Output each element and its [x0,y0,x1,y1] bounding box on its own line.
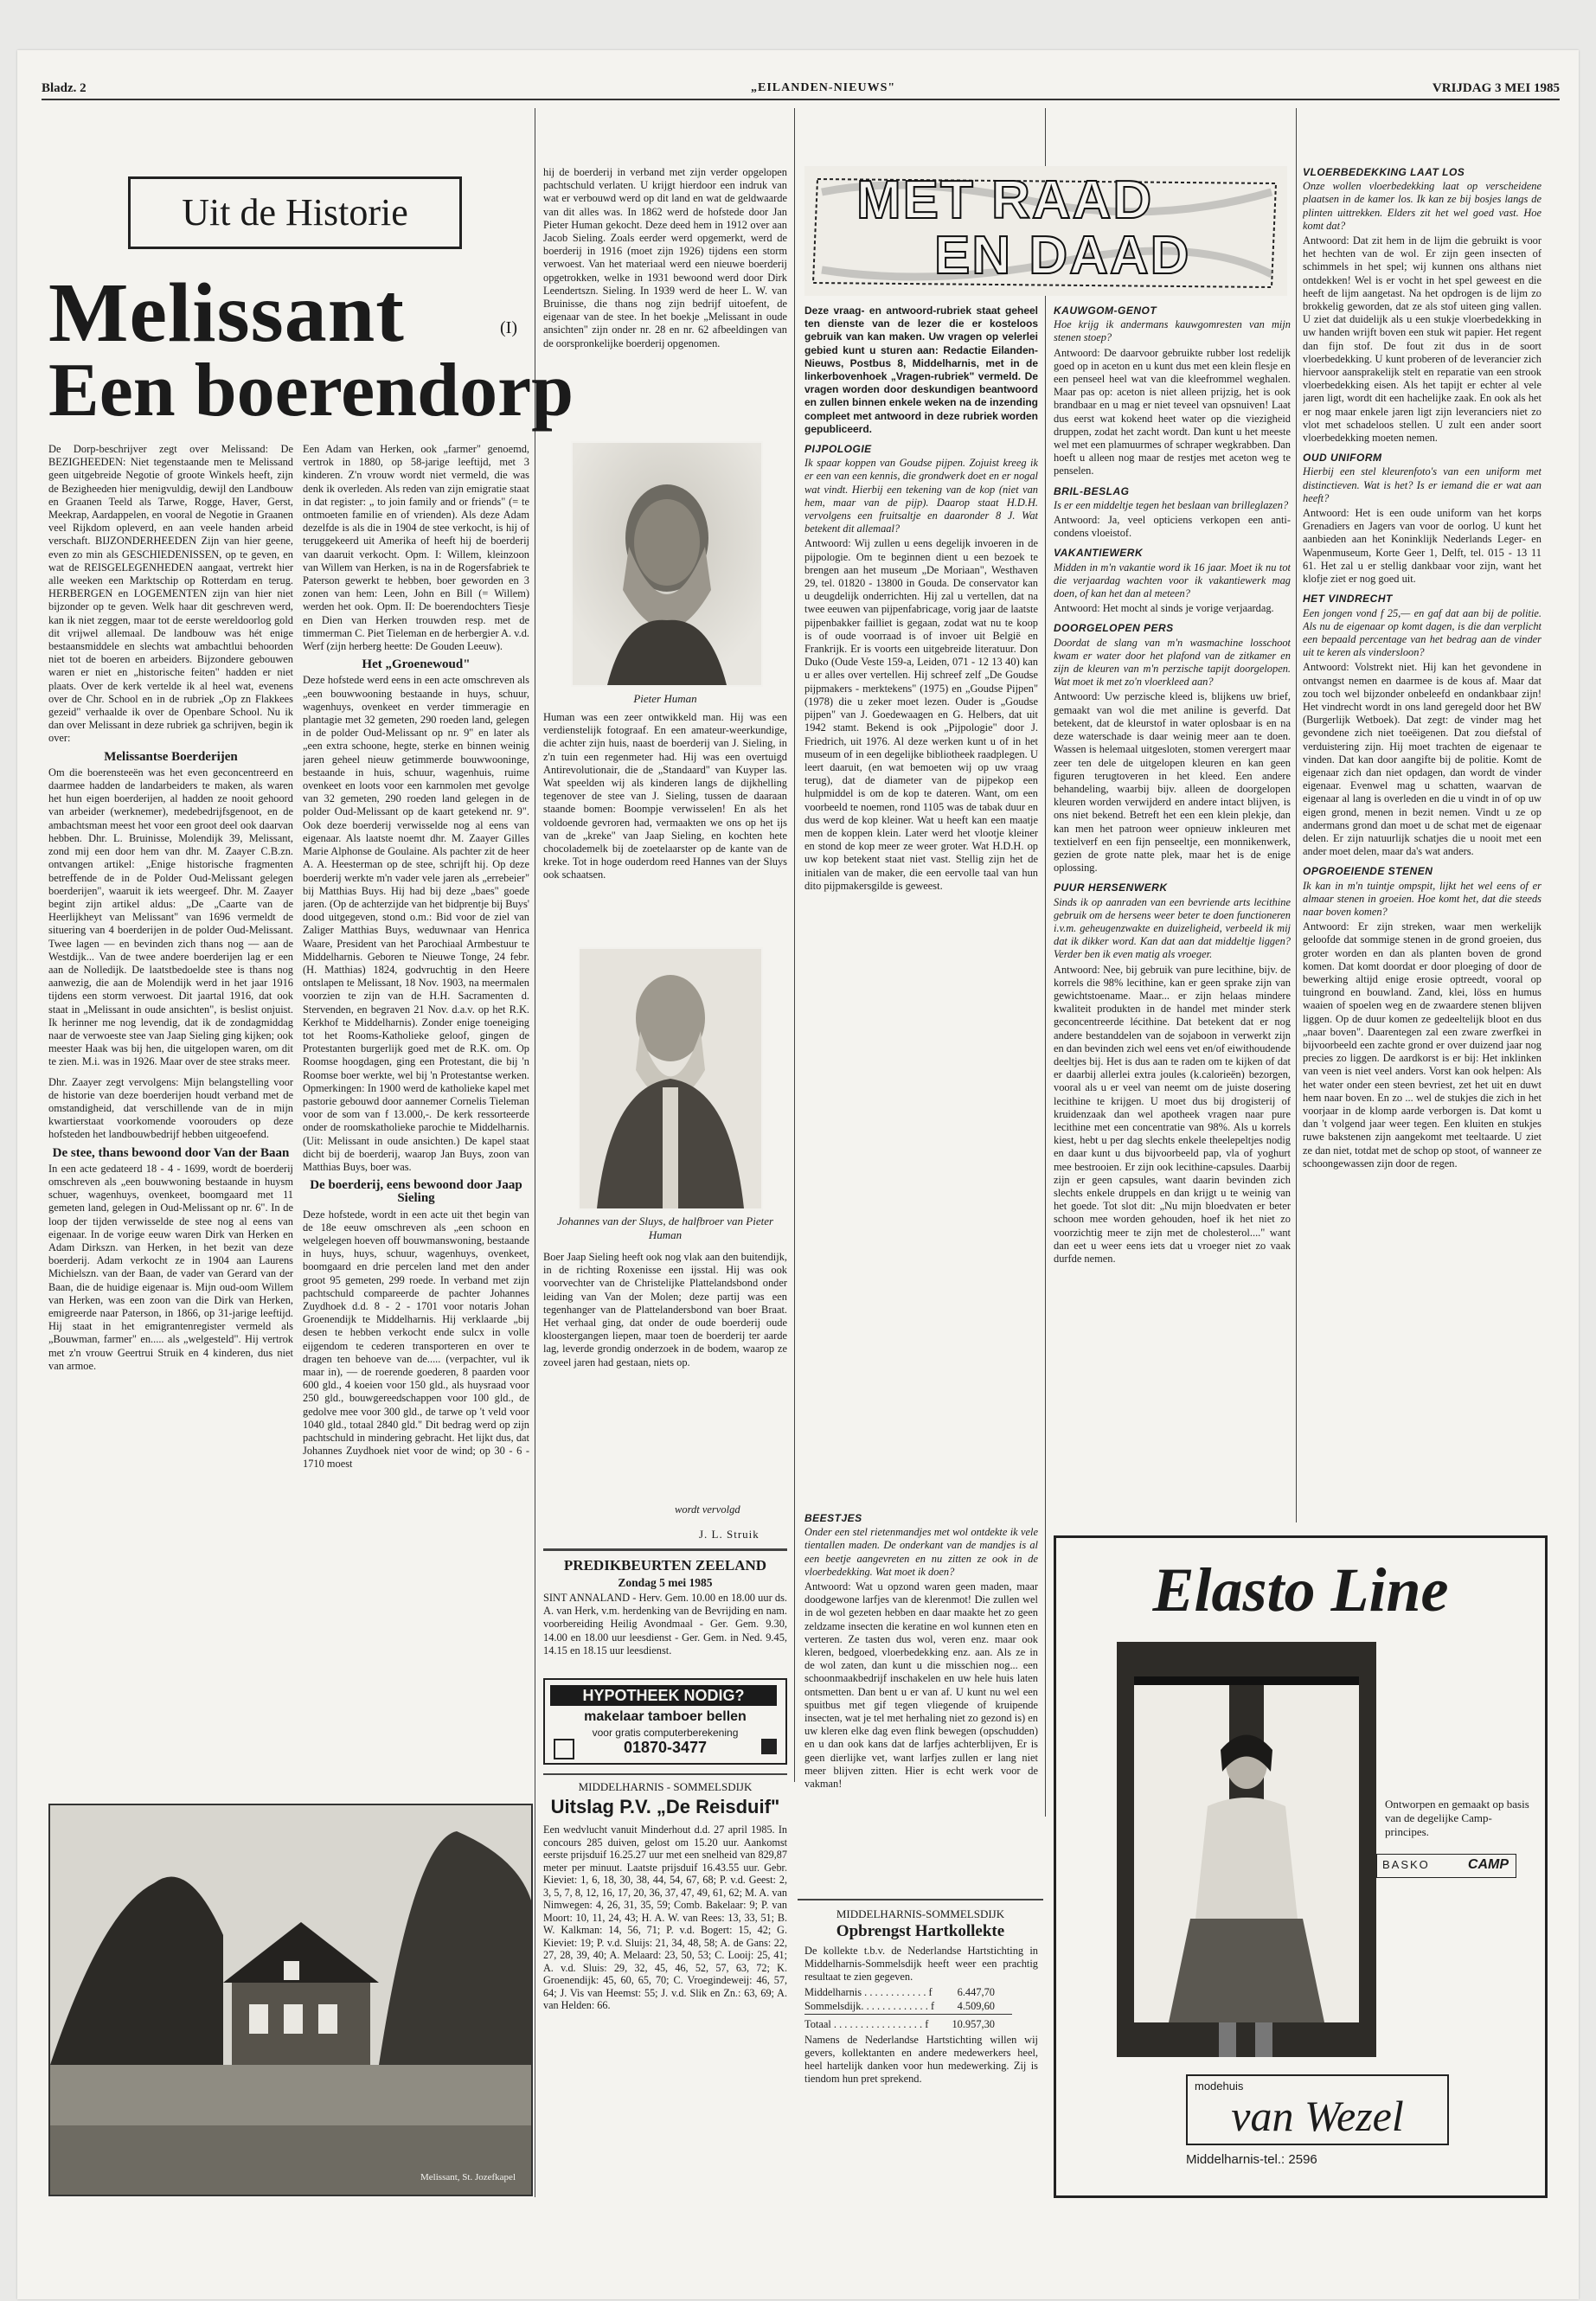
issue-date: VRIJDAG 3 MEI 1985 [1432,81,1560,95]
history-column-2 [303,443,529,1799]
sermons-paragraph: SINT ANNALAND - Herv. Gem. 10.00 en 18.00 uur ds. A. van Herk, v.m. herdenking van de Bevrijding en nam. voorbereiding Heilig Avondmaal - Ger. Gem. 9.30, 14.00 en 18.00 uur leesdienst - Ger. Gem. in Ned. 9.45, 14.15 en 18.15 uur leesdienst. [543,1592,787,1657]
question-beestjes: Onder een stel rietenmandjes met wol ontdekte ik vele tientallen maden. De onderkant van de mandjes is al een beetje aangevreten en nu zitten ze ook in de vloerbedekking. Wat moet ik doen? [804,1526,1038,1578]
history-paragraph: Boer Jaap Sieling heeft ook nog vlak aan den buitendijk, in de richting Roxenisse een ijsstal. Hij was ook voorvechter van de Christelijke Plattelandsbond onder leiding van Van der Molen; deze partij was een tegenhanger van de Plattelandersbond van boer Braat. Het verhaal ging, dat onder de oude boerderij oude kloostergangen liepen, maar toen de boerderij ter aarde lag, leverde grondig onderzoek in de bodem, waarop ze zoveel jaren had gestaan, niets op. [543,1251,787,1368]
house-icon [554,1739,574,1759]
divider [798,1899,1043,1900]
history-paragraph: Dhr. Zaayer zegt vervolgens: Mijn belangstelling voor de historie van deze boerderijen houdt verband met de omstandigheid, dat verschillende van de in mijn kwartierstaat voorkomende voorouders op deze hofsteden het landbouwbedrijf hebben uitgeoefend. [48,1075,293,1141]
question-doorgelopen: Doordat de slang van m'n wasmachine losschoot kwam er water door het plafond van de zitkamer en zijn de kleuren van m'n perzische tapijt doorgelopen. Wat moet ik met zo'n vloerkleed aan? [1054,636,1291,689]
ad-camp: CAMP [1467,1857,1509,1872]
question-oud: Hierbij een stel kleurenfoto's van een uniform met distinctieven. Wat is het? Is er iemand die er wat aan heeft? [1303,465,1542,504]
history-paragraph: In een acte gedateerd 18 - 4 - 1699, wordt de boerderij omschreven als „een bouwwoning bestaande in huysm schuer, wagenhuys, ovenkeet, boomgaard met 11 gemeten land, gelegen in Oud-Melissant op nr. 6". In de loop der tijden verwisselde de stee nog al eens van eigenaar. In de vorige eeuw waren Dirk van Herken en Adam Dirkszn. van Herken, in het bezit van deze boerderij. Adam verkocht ze in 1904 aan Laurens Michielszn. van der Baan, de vader van Gerard van der Baan, die de huidige eigenaar is. Mijn oud-oom Willem van Herken, was een zoon van die Dirk van Herken, emigreerde naar Paterson, in 1866, op 31-jarige leeftijd. Hij staat in het emigrantenregister vermeld als „Bouwman, farmer" en..... als „welgesteld". Hij vertrok met z'n vrouw Geertrui Struik en 4 kinderen, dus niet van armoe. [48,1162,293,1372]
ad-basko: BASKO [1382,1858,1430,1871]
column-rule [794,108,795,1782]
raad-column-2 [1054,304,1291,1524]
ad-hypotheek-sub: voor gratis computerberekening [592,1727,739,1739]
column-rule [1296,108,1297,1522]
hart-row-value: 6.447,70 [957,1985,995,1998]
question-kauwgom: Hoe krijg ik andermans kauwgomresten van mijn stenen stoep? [1054,318,1291,344]
raad-intro: Deze vraag- en antwoord-rubriek staat geheel ten dienste van de lezer die er kosteloos gebruik van kan maken. Uw vragen op velerlei gebied kunt u sturen aan: Redactie Eilanden-Nieuws, Postbus 8, Middelharnis, met in de linkerbovenhoek „Vragen-rubriek" vermeld. De vragen worden door deskundigen beantwoord en zullen binnen enkele weken na de inzending compleet met antwoord in deze rubriek worden gepubliceerd. [804,304,1038,435]
label-vloer: VLOERBEDEKKING LAAT LOS [1303,166,1465,178]
hart-text [804,1945,1038,2195]
ad-elasto-line [1054,1535,1548,2198]
column-rule [1045,108,1046,1817]
history-paragraph: Deze hofstede, wordt in een acte uit thet begin van de 18e eeuw omschreven als „een schoon en welgelegen hoeven off bouwmanswoning, bestaande in huys, huys, schuur, wagenhuys, ovenkeet, boomgaard en drie percelen land met den ander groot 95 gemeten, 299 roede. In verband met zijn pachtschuld compareerde de pachter Johannes Zuydhoek d.d. 8 - 2 - 1701 voor notaris Johan Groenendijk te Middelharnis. Hij verklaarde „bij desen te hebben verkocht ende sulcx in volle eijgendom te cederen transporteren en over te dragen ten behoeve van de..... (verpachter, vul ik maar in), — de roerende goederen, 8 paarden voor 600 gld., 4 koeien voor 150 gld., als huysraad voor 250 gld., bouwgereedschappen voor 100 gld., de gedolve mee voor 300 gld., de tarwe op 't veld voor 1040 gld., totaal 2840 gld." Dit bedrag werd op zijn pachtschuld in mindering gebracht. Het lijkt dus, dat Johannes Zuydhoek niet voor de wind; op 30 - 6 - 1710 moest [303,1208,529,1471]
portrait-johannes-van-der-sluys [578,947,763,1210]
history-paragraph: Human was een zeer ontwikkeld man. Hij was een verdienstelijk fotograaf. En een amateur-weerkundige, die achter zijn huis, naast de boerderij van J. Sieling, in z'n tuin een regenmeter had. Hij was een overtuigd Antirevolutionair, die de „Standaard" van Kuyper las. Wat speelden wij als kinderen langs de dijkhelling tegenover de stee van J. Sieling, tussen de daaraan staande bomen: Boompje verwisselen! En als het voldoende gevroren had, vermaakten we ons op het ijs van de „kreke" van Jaap Sieling, en kochten hete chocolademelk bij de zoetelaarster op de kante van de kreke. Tot in hoge ouderdom reed Hannes van der Sluys ook schaatsen. [543,711,787,881]
history-paragraph: hij de boerderij in verband met zijn verder opgelopen pachtschuld verlaten. U krijgt hierdoor een indruk van wat er verbouwd werd op dit land en wat de geldwaarde van dit alles was. In 1862 werd de hofstede door Jan Pieter Human gekocht. Deze deed hem in 1912 over aan Jacob Sieling. Zoals eerder werd opgemerkt, werd de boerderij in 1916 (moet zijn 1926) tijdens een storm verwoest. Van het materiaal werd een nieuwe boerderij opgetrokken, welke in 1931 bewoond werd door Dirk Leendertszn. Sieling. In 1939 werd de heer L. W. van Bruinisse, die thans nog zijn bedrijf uitoefent, de eigenaar van de stee. In het boekje „Melissant in oude ansichten" zijn onder nr. 28 en nr. 62 afbeeldingen van de oorspronkelijke boerderij opgenomen. [543,166,787,349]
ad-hypotheek-line: makelaar tamboer bellen [584,1709,747,1724]
ad-shop-name: van Wezel [1231,2092,1404,2140]
label-kauwgom: KAUWGOM-GENOT [1054,304,1157,317]
question-vakantie: Midden in m'n vakantie word ik 16 jaar. Moet ik nu tot die verjaardag wachten voor ik vakantiewerk mag doen, of kan het dan al meteen? [1054,561,1291,600]
subheading-stee: De stee, thans bewoond door Van der Baan [52,1145,290,1160]
subheading-boerderijen: Melissantse Boerderijen [104,749,238,764]
hart-outro: Namens de Nederlandse Hartstichting willen wij gevers, kollektanten en andere medewerkers heel, heel hartelijk danken voor hun medewerking. Zij is tiendom hun pret sprekend. [804,2033,1038,2086]
answer-pijpologie: Antwoord: Wij zullen u eens degelijk invoeren in de pijpologie. Om te beginnen dient u een bezoek te brengen aan het museum „De Moriaan", Westhaven 29, tel. 01820 - 13800 in Gouda. De conservator kan u deugdelijk onderrichten. Hij zal u vertellen, dat na twee eeuwen van pijpenfabricage, vorig jaar de laatste pijpenbakker failliet is gegaan, zodat wat nu te koop is of oude voorraad is of invoer uit België en Frankrijk. Er is voorts een uitgebreide literatuur. Don Duko (Oude Veste 159-a, Leiden, 071 - 12 13 40) kan u er alles over vertellen. Hij schreef zelf „De Goudse pijpmakers - merktekens" (1975) en „Goudse Pijpen" (1978) die u zeker moet lezen. Ouder is „Goudse pijpen" van J. Goedewaagen en G. Helbers, dat uit 1942 stamt. Bekend is ook „Pijpologie" door J. Friedrich, uit 1976. Al deze werken kunt u of in het museum of in een degelijke bibliotheek raadplegen. U leert daaruit, (en wat bemoeten wij op uw vraag terug), dat de diameter van de pijpekop een hulpmiddel is om de kop te dateren. Want, om een voorbeeld te noemen, rond 1105 was de tabak duur en dus werd de kop kleiner. Wat u heeft kan een maatje men de koppen klein. Later werd het vlootje kleiner en stond de kop meer ze weer groter. Wat H.D.H. op uw kop betekent staat niet vast. Stellig zijn het de initialen van de maker, die een eervolle taal van hun dito pijpmakersgilde is geweest. [804,537,1038,892]
masthead [42,80,1560,100]
raad-column-1 [804,304,1038,1494]
question-vloer: Onze wollen vloerbedekking laat op verscheidene plaatsen in de kamer los. Ik kan ze bij bosjes langs de plinten uittrekken. Elders zit het wel goed vast. Hoe komt dat? [1303,180,1542,232]
ad-hypotheek-heading: HYPOTHEEK NODIG? [550,1685,777,1706]
label-bril: BRIL-BESLAG [1054,484,1130,497]
label-doorgelopen: DOORGELOPEN PERS [1054,622,1174,635]
hart-title: Opbrengst Hartkollekte [836,1922,1005,1940]
sermons-date: Zondag 5 mei 1985 [618,1576,713,1589]
history-paragraph: Om die boerensteeën was het even geconcentreerd en daarmee hadden de landarbeiders te maken, als waren het hun eigen boerderijen, al hadden ze nooit gehoord van arbeider (werknemer), medebedrijfsgenoot, en de ambachtsman meest het voor een groot deel ook daarvan hebben. Dhr. L. Bruinisse, Molendijk 39, Melissant, zond mij een door hem van dhr. M. Zaayer C.B.zn. ontvangen artikel: „Enige historische fragmenten betreffende de in de Polder Oud-Melissant gelegen boerderijen", waaruit ik iets weergeef. Dhr. M. Zaayer begint zijn artikel aldus: „De „Caarte van de Heerlijkheyt van Melissant" van 1696 vermeldt de situering van 4 boerderijen in de polder Oud-Melissant. Twee lagen — en bevinden zich thans nog — aan de Westdijk... Van de twee andere boerderijen lag er een aan de Nolledijk. De laatstbedoelde stee is thans nog aanwezig, die aan de Molendijk werd in het jaar 1916 tijdens een storm verwoest. Dit jaartal 1916, dat ook staat in „Melissant in oude ansichten", is beslist onjuist. Ik herinner me nog levendig, dat ik de zondagmiddag naar de verwoeste stee van Jaap Sieling ging kijken; ook meester Haak was bij hen, die uitgelopen waren, om dit te zien. M.i. was in 1926. Maar over de stee straks meer. [48,766,293,1068]
logo-text-2: EN DAAD [934,226,1191,285]
history-column-1 [48,443,293,1799]
label-vindrecht: HET VINDRECHT [1303,593,1393,606]
paper-name: „EILANDEN-NIEUWS" [751,81,896,94]
farmhouse-photo [50,1805,531,2195]
to-be-continued: wordt vervolgd [675,1503,740,1516]
question-opgroeiende: Ik kan in m'n tuintje ompspit, lijkt het wel eens of er almaar stenen in groeien. Hoe komt het, dat die steeds naar boven komen? [1303,879,1542,918]
answer-vloer: Antwoord: Dat zit hem in de lijm die gebruikt is voor het hechten van de wol. Er zijn geen insecten of schimmels in het spel; wij kunnen ons althans niet ontdekken! Wel is er vocht in het spel geweest en die heeft de lijm aangetast. Na het opdrogen is de lijm zo brokkelig geworden, dat ze als stof uiteen ging vallen. U ziet dat duidelijk als u een stukje vloerbedekking in uw handen wrijft boven een stuk wit papier. Het regent dan fijn stof. De fout zit dus in de soort vloerbedekking. U kunt proberen of de leverancier zich hiervoor aansprakelijk stelt en reparatie van een strook vloerbedekking eisen. Als het tapijt er echter al vele jaren ligt, wordt dit een hachelijke zaak. En ook als het er nog maar enkele jaren ligt zijn leveranciers niet zo vlot met schadeloos stellen. U zult een ander soort vloerbedekking moeten nemen. [1303,234,1542,445]
subheading-groenewoud: Het „Groenewoud" [362,657,471,672]
history-column-3-top [543,166,787,426]
label-opgroeiende: OPGROEIENDE STENEN [1303,865,1433,878]
hart-row-sommelsdijk [804,2000,1012,2015]
author: J. L. Struik [699,1528,760,1541]
ad-brand: Elasto Line [1152,1555,1449,1625]
raad-column-3 [1303,166,1542,1524]
ad-body: Ontworpen en gemaakt op basis van de degelijke Camp-principes. [1385,1798,1529,1838]
raad-en-daad-logo [804,166,1287,296]
history-badge-label: Uit de Historie [182,191,408,234]
history-badge [128,176,462,249]
label-oud: OUD UNIFORM [1303,452,1382,465]
hart-row-label: Sommelsdijk. . . . . . . . . . . . . f [804,1999,935,2012]
answer-beestjes: Antwoord: Wat u opzond waren geen maden, maar doodgewone larfjes van de klerenmot! Die zullen wel in de wol gezeten hebben en daar maakte het zo geen zeldzame insecten die keratine en wol kunnen eten en verteren. Ze tasten dus wol, veren enz. maar ook kleren, bedgoed, vloerbedekking enz. aan. Als ze in de wol zaten, dan kunt u die misschien nog... een schoonmaakbedrijf inschakelen en uw hele huis laten ontsmetten. Dan bent u er van af. U kunt nu wel een spuitbus met gif tegen vliegende of kruipende insecten, wat je tel met herhaling niet zo gezond is) en uw kleren elke dag even flink bewegen (opschudden) en u dan ook kans dat de larfjes achterblijven, Er is geen dierlijke vet, want larfjes zullen er lang niet meer blijven zitten. Hier is echt werk voor de vakman! [804,1580,1038,1791]
hart-place: MIDDELHARNIS-SOMMELSDIJK [836,1907,1005,1920]
ad-modehuis: modehuis [1195,2080,1244,2093]
ad-camp-logo [1376,1854,1516,1878]
answer-oud: Antwoord: Het is een oude uniform van het korps Grenadiers en Jagers van voor de oorlog. U kunt het aanbieden aan het Koninklijk Nederlands Leger- en Wapenmuseum, Korte Geer 1, Delft, tel. 015 - 13 11 61. Het zal u er stellig dankbaar voor zijn, want het klofje ziet er nog goed uit. [1303,507,1542,586]
photo-caption: Melissant, St. Jozefkapel [420,2172,516,2182]
uitslag-text [543,1823,787,2197]
subheading-sieling: De boerderij, eens bewoond door Jaap Sieling [310,1178,522,1206]
hart-row-label: Totaal . . . . . . . . . . . . . . . . . f [804,2017,929,2030]
phone-icon [761,1739,777,1754]
caption-sluys: Johannes van der Sluys, de halfbroer van Pieter Human [556,1215,774,1241]
label-pijpologie: PIJPOLOGIE [804,443,872,456]
history-paragraph: Deze hofstede werd eens in een acte omschreven als „een bouwwooning bestaande in huys, schuur, wagenhuys, ovenkeet en verder timmeragie en plantagie met 32 gemeten, 290 roeden land, gelegen in de polder Oud-Melissant op nr. 9" en later als „een extra schoone, hegte, sterke en binnen weinig jaren geheel nieuw getimmerde bouwwooninge, bestaande in huis, schuur, wagenhuis, ruime ovenkeet en loots voor een karnmolen met gevolge van 32 gemeten, 290 roeden land gelegen in de polder Oud-Melissant op de kaart getekend nr. 9". Ook deze boerderij verwisselde nog al eens van eigenaar. Als laatste noemt dhr. M. Zaayer Gilles Marie Alphonse de Goulaine. Als pachter zit de heer A. A. Heesterman op de stee, schrijft hij. Op deze boerderij werkte m'n vader vele jaren als „errebeier" bij Matthias Buys. Hij had bij deze „baes" goede jaren. (Op de achterzijde van het bidprentje bij Buys' dood uitgegeven, stond o.m.: Bid voor de ziel van Zaliger Matthias Buys, weduwnaar van Henrica Waare, President van het Parochiaal Armbestuur te Middelharnis. Geboren te Nieuwe Tonge, 24 febr. (H. Matthias) 1824, godvruchtig in den Heere ontslapen te Melissant, 18 Nov. 1903, na meermalen voorzien te zijn van de H.H. Sacramenten d. Stervenden, en begraven 21 Nov. d.a.v. op het R.K. Kerkhof te Middelharnis). Zonder enige toeneiging tot het Rooms-Katholieke geloof, gingen de Protestanten burgerlijk goed met de R.K. om. Op Roomse hoogdagen, ging een Protestant, die bij 'n Roomse boer werkte, wel bij 'n Protestantse werken. Opmerkingen: In 1900 werd de katholieke kapel met pastorie gebouwd door aannemer Cornelis Tieleman voor de som van f 13.000,-. De kerk ressorteerde onder de roomskatholieke parochie te Middelharnis. (Uit: Melissant in oude ansichten.) De kapel staat dicht bij de boerderij, waarop Jan Buys, zoon van Matthias Buys, boer was. [303,674,529,1173]
ad-shop-logo [1186,2074,1449,2145]
history-column-3-bottom [543,1251,787,1502]
label-puur: PUUR HERSENWERK [1054,881,1168,894]
answer-kauwgom: Antwoord: De daarvoor gebruikte rubber lost redelijk goed op in aceton en u kunt dus met een klein flesje en een penseel heel wat van die kleefrommel weghalen. Maar pas op: aceton is niet alleen prijzig, het is ook brandbaar en u mag er niet teveel van opsnuiven! Laat dus eerst wat kokend heet water op die viezigheid druppen, zodat het zacht wordt. Dan kunt u het meeste wel met een plamuurmes of schraper wegkrabben. Dan hoeft u alleen nog maar de restjes met aceton weg te penselen. [1054,346,1291,478]
page-number: Bladz. 2 [42,81,87,95]
answer-doorgelopen: Antwoord: Uw perzische kleed is, blijkens uw brief, gemaakt van wol die met aniline is geverfd. Dat betekent, dat de kleurstof in water oplosbaar is en na deze waterschade is daar weinig meer aan te doen. Wassen is helemaal uitgesloten, stomen verergert maar zeer ten dele de uitgelopen kleuren en kan geen figuren terugtoveren in het kleed. Een andere behandeling, waarbij bijv. alleen de doorgelopen kleuren worden verwijderd en andere intact blijven, is ons niet bekend. Betreft het een een klein plekje, dan kan men het patroon weer opnieuw inkleuren met textielverf en een fijn penseeltje, een monnikenwerk, gezien de grote natte plek, maar het is de enige oplossing. [1054,690,1291,875]
hart-intro: De kollekte t.b.v. de Nederlandse Hartstichting in Middelharnis-Sommelsdijk heeft weer een prachtig resultaat te zien gegeven. [804,1945,1038,1984]
hart-row-value: 4.509,60 [957,1999,995,2012]
raad-column-1-bottom [804,1505,1038,1886]
photo-st-jozefkapel [48,1804,533,2196]
portrait-pieter-human [571,441,763,687]
divider [543,1548,787,1551]
question-pijpologie: Ik spaar koppen van Goudse pijpen. Zojuist kreeg ik er een van een kennis, die grondwerk doet en er nogal wat vindt. Hierbij een tekening van de kop (niet van hem, maar van de pijp). Daarop staat H.D.H. vervolgens een fruitsaltje en daaronder 8 J. Wat betekent dit allemaal? [804,457,1038,535]
question-vindrecht: Een jongen vond f 25,— en gaf dat aan bij de politie. Als nu de eigenaar op komt dagen, is die dan verplicht een bepaald percentage van het bedrag aan de vinder uit te keren als vindersloon? [1303,606,1542,659]
uitslag-place: MIDDELHARNIS - SOMMELSDIJK [578,1780,753,1793]
answer-bril: Antwoord: Ja, veel opticiens verkopen een anti-condens vloeistof. [1054,514,1291,540]
answer-vindrecht: Antwoord: Volstrekt niet. Hij kan het gevondene in ontvangst nemen en daarmee is de kous af. Maar dat zou toch wel bijzonder onbeleefd en ondankbaar zijn! Het vindrecht wordt in ons land geregeld door het BW (Burgerlijk Wetboek). Dat zegt: de vinder mag het gevondene zich niet toeëigenen. Dat zou diefstal of verduistering zijn. Hij moet trachten de eigenaar te vinden. Dat kan door aangifte bij de politie. Komt de eigenaar zich dan niet opdagen, dan wordt de vinder eigenaar. Evenwel mag u schatten, waarvan de eigenaar al lang is overleden en die u vindt in of op uw eigen grond, menen in bezit nemen. Vindt u ze op andermans grond dan moet u de schat met de eigenaar delen. Er zijn natuurlijk schatjes die u nooit met een ander moet delen, maar da's wat anders. [1303,661,1542,858]
divider [543,1773,787,1775]
part-number: (I) [500,318,517,337]
ad-hypotheek-phone: 01870-3477 [623,1739,708,1756]
history-paragraph: De Dorp-beschrijver zegt over Melissand: De BEZIGHEEDEN: Niet tegenstaande men te Melissand geen uitgebreide Negotie of groote Winkels heeft, zijn de Bezigheeden hier menigvuldig, dewijl den Landbouw en Graanen Teeld als Tarwe, Rogge, Haver, Gerst, Meekrap, Aardappelen, en vooral de Negotie in Graanen veel Rijkdom opleverd, en aan veele handen arbeid verschaft. BIJZONDERHEEDEN Zijn van hier geene, even zo min als GESCHIEDENISSEN, op te geven, en wat de REISGELEGENHEDEN aangaat, vertrekt hier alle weeken een Marktschip op Rotterdam en terug. HERBERGEN en LOGEMENTEN zijn van hier niet bijzonder op te geven. Welk haar dit geschreven werd, kan ik niet zeggen, maar tot de eerste wereldoorlog gold dit vrijwel allemaal. De landbouw was hét enige bestaansmiddele en slechts wat ambachtlui behoorden niet tot de boeren en arbeiders. Bijzondere gebouwen waren er niet en „historische feiten" hadden er niet plaats. Over de kerk vertelde ik al heel wat, evenens over de Chr. School en in de rubriek „Op zn Flakkees gezeid" verhaalde ik over de Openbare School. Nu ik dan over Melissant in deze rubriek ga schrijven, begin ik over: [48,443,293,745]
portrait-image-sluys [580,949,761,1208]
hart-row-middelharnis [804,1986,1038,2000]
history-column-3-mid [543,711,787,936]
hart-row-totaal [804,2018,1038,2034]
uitslag-paragraph: Een wedvlucht vanuit Minderhout d.d. 27 april 1985. In concours 285 duiven, gelost om 15.20 uur. Aankomst eerste prijsduif 16.25.27 uur met een snelheid van 829,87 meter per minuut. Laatste prijsduif 16.43.55 uur. Gebr. Kieviet: 1, 6, 18, 30, 38, 44, 54, 67, 68; P. v.d. Geest: 2, 3, 5, 7, 8, 12, 16, 17, 20, 36, 37, 47, 49, 61, 62; M. A. van Nimwegen: 4, 26, 31, 35, 59; Comb. Bakelaar: 9; P. van Moort: 10, 11, 24, 43; H. A. W. van Rees: 13, 33, 51; B. W. Kalkman: 14, 56, 71; P. v.d. Bogert: 15, 42; G. Kieviet: 19; P. v.d. Sluijs: 21, 34, 48, 58; A. de Gans: 22, 27, 28, 39, 40; A. Melaard: 23, 50, 53; C. Looij: 25, 41; A. v.d. Sluis: 29, 32, 45, 46, 52, 57, 63, 72; K. Groenendijk: 45, 60, 65, 70; C. Vroegindeweij: 46, 57, 64; J. Vis van Heemst: 55; J. v.d. Slik en Zn.: 63, 69; A. van Helden: 66. [543,1823,787,2011]
hart-row-value: 10.957,30 [952,2017,995,2030]
portrait-image-human [573,443,761,685]
question-bril: Is er een middeltje tegen het beslaan van brilleglazen? [1054,498,1289,511]
label-vakantie: VAKANTIEWERK [1054,547,1144,560]
ad-photo [1117,1642,1376,2057]
ad-phone: Middelharnis-tel.: 2596 [1186,2152,1317,2167]
headline-boerendorp: Een boerendorp [48,349,574,433]
answer-opgroeiende: Antwoord: Er zijn streken, waar men werkelijk geloofde dat sommige stenen in de grond groeien, dus groter worden en dan als planten boven de grond komen. Dat komt doordat er door ploeging of door de bewerking altijd enige erosie optreedt, vooral op tuingrond en bouwland. Zand, klei, löss en humus waaien of spoelen weg en de zwaardere stenen blijven liggen. Op de duur komen ze gedeeltelijk bloot en dus „naar boven". Daarentegen zal een zware zwerfkei in bijvoorbeeld een zachte grond er over duizend jaar nog precies zo liggen. De aardkorst is er bij: Het inklinken van veen is niet veel anders. Vorst kan ook helpen: Als het water onder een steen bevriest, zet het uit en duwt hem naar boven. En zo ... wel de stukjes die zich in het voorjaar in de klomp aarde verborgen is. Dat komt u dan 't volgend jaar weer tegen. Een kluiten en stukjes ruwe bakstenen zijn aangekomt met teeltaarde. U ziet ze dan niet, totdat met de schop op stoot, of wanneer ze schoongewassen zijn door de regen. [1303,920,1542,1170]
sermons-text [543,1592,787,1670]
headline-melissant: Melissant [48,266,405,360]
history-paragraph: Een Adam van Herken, ook „farmer" genoemd, vertrok in 1880, op 58-jarige leeftijd, met 3 kinderen. Z'n vrouw wordt niet vermeld, die was denk ik overleden. Als reden van zijn emigratie staat in dat register: „ to join family and or friends" (= te ontmoeten familie en of vrienden). Als deze Adam dezelfde is als die in 1904 de stee verkocht, is hij of teruggekeerd uit Amerika of heeft hij de boerderij van daaruit verkocht. Opm. I: Willem, kleinzoon van Willem van Herken, is na in de Rogersfabriek te Paterson gewerkt te hebben, boer geworden en 3 zonen van hem: Leen, John en Bill (= Willem) werden het ook. Opm. II: De boerendochters Tiesje en Dien van Herken trouwden resp. met de timmerman C. Piet Tieleman en de herbergier A. v.d. Werf (zijn herberg heette: De Gouden Leeuw). [303,443,529,653]
caption-human: Pieter Human [633,692,697,705]
answer-puur: Antwoord: Nee, bij gebruik van pure lecithine, bijv. de korrels die 98% lecithine, kan er geen sprake zijn van gewichtstoename. Maar... er zijn helaas mindere kwaliteit produkten in de handel met minder sterk geconcentreerde lécithine. Dat betekent dat er nog andere bestanddelen van de sojaboon in verwerkt zijn en dan bevinden zich wel eens vet en/of eiwithoudende deeltjes bij. Het is dus aan te raden om te kijken of dat er daarbij allerlei extra joules (k.calorieën) bezorgen, vooral als u er veel van neemt om de juiste dosering lecithine te krijgen. U moet dus bij drogisterij of kruidenzaak dan wel apotheek vragen naar pure lecithine met een concentratie van 98%. Als u korrels kiest, hebt u per dag slechts enkele theelepeltjes nodig en daar kunt u dus bijvoorbeeld pap, vla of yoghurt mee bestrooien. Er zijn ook lecithine-capsules. Daarbij zijn er geen capsules, want daarin bevinden zich slechts enkele druppels en dan krijgt u te weinig van het goede. Tot slot dit: „Nu mijn bloedvaten er beter schoon mee worden gehouden, hoef ik het niet zo voorzichtig meer te zijn met de cholesterol...." want dan eet u weer eens iets dat u vroeger niet zo vaak durfde nemen. [1054,963,1291,1266]
logo-text-1: MET RAAD [856,170,1154,230]
question-puur: Sinds ik op aanraden van een bevriende arts lecithine gebruik om de hersens weer beter te doen functioneren i.v.m. geheugenzwakte en duizeligheid, verbeeld ik mij dat ik dikker word. Kan dat aan dat middeltje liggen? Verder ben ik even matig als vroeger. [1054,895,1291,961]
label-beestjes: BEESTJES [804,1512,862,1524]
ad-photo-woman [1117,1642,1376,2057]
uitslag-title: Uitslag P.V. „De Reisduif" [550,1796,780,1817]
hart-row-label: Middelharnis . . . . . . . . . . . . f [804,1985,933,1998]
ad-hypotheek [543,1678,787,1765]
sermons-title: PREDIKBEURTEN ZEELAND [563,1557,767,1574]
answer-vakantie: Antwoord: Het mocht al sinds je vorige verjaardag. [1054,602,1274,615]
